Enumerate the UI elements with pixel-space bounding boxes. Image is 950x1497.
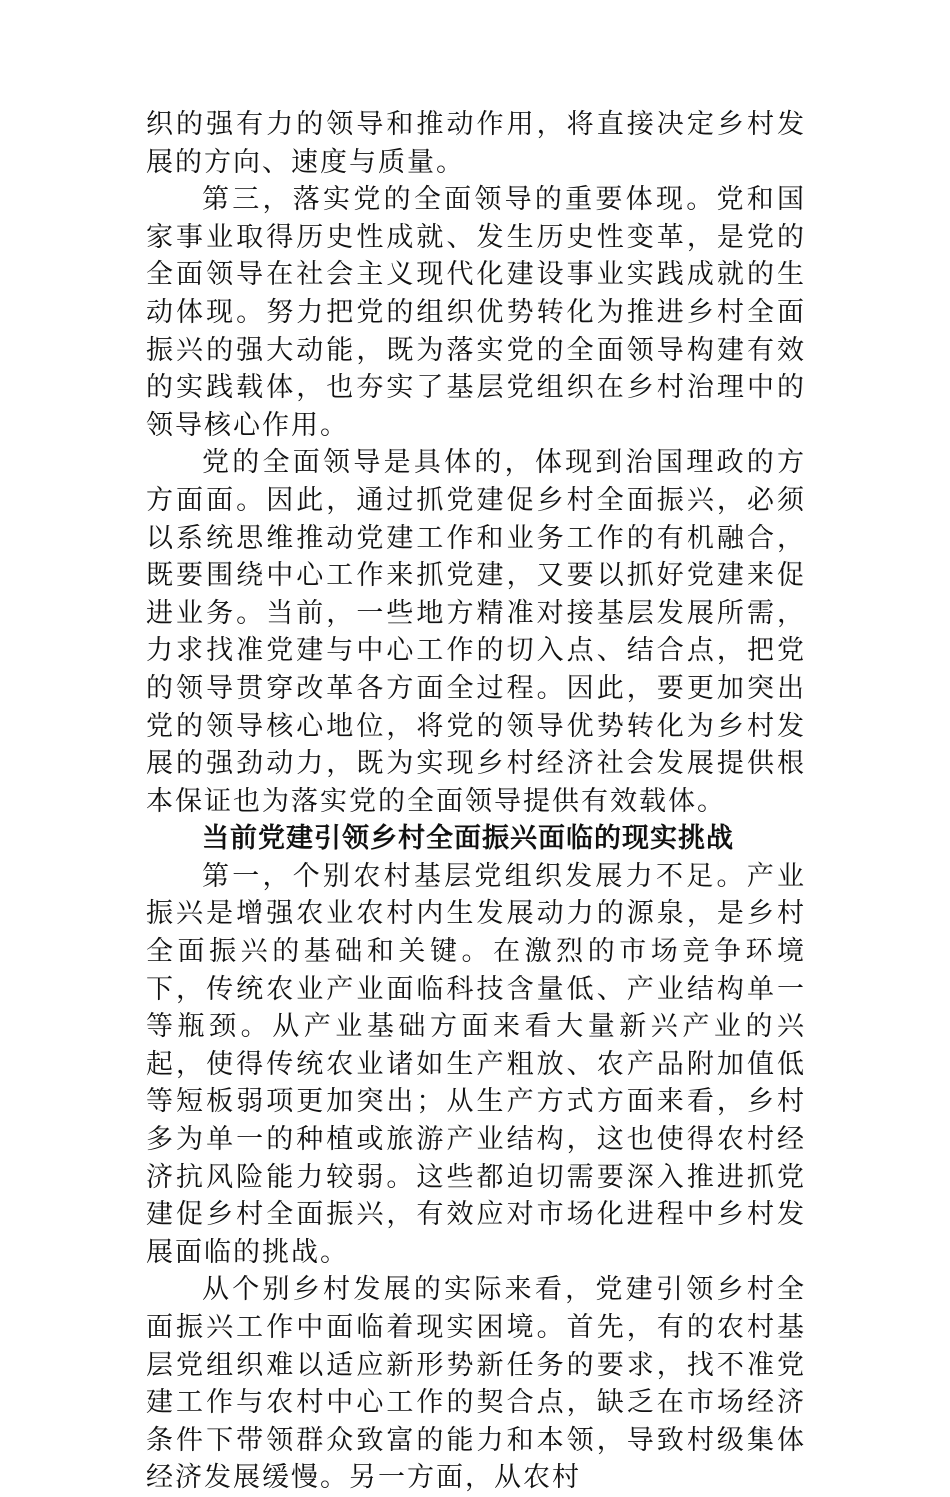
body-text bbox=[146, 106, 806, 1497]
paragraph-practical-difficulties: 从个别乡村发展的实际来看，党建引领乡村全面振兴工作中面临着现实困境。首先，有的农村基层党组织难以适应新形势新任务的要求，找不准党建工作与农村中心工作的契合点，缺乏在市场经济条件下带领群众致富的能力和本领，导致村级集体经济发展缓慢。另一方面，从农村 bbox=[146, 1274, 806, 1494]
paragraph-continuation: 织的强有力的领导和推动作用，将直接决定乡村发展的方向、速度与质量。 bbox=[146, 109, 806, 178]
paragraph-third-point: 第三，落实党的全面领导的重要体现。党和国家事业取得历史性成就、发生历史性变革，是党的全面领导在社会主义现代化建设事业实践成就的生动体现。努力把党的组织优势转化为推进乡村全面振兴的强大动能，既为落实党的全面领导构建有效的实践载体，也夯实了基层党组织在乡村治理中的领导核心作用。 bbox=[146, 184, 806, 441]
paragraph-comprehensive-leadership: 党的全面领导是具体的，体现到治国理政的方方面面。因此，通过抓党建促乡村全面振兴，必须以系统思维推动党建工作和业务工作的有机融合，既要围绕中心工作来抓党建，又要以抓好党建来促进业务。当前，一些地方精准对接基层发展所需，力求找准党建与中心工作的切入点、结合点，把党的领导贯穿改革各方面全过程。因此，要更加突出党的领导核心地位，将党的领导优势转化为乡村发展的强劲动力，既为实现乡村经济社会发展提供根本保证也为落实党的全面领导提供有效载体。 bbox=[146, 447, 806, 817]
paragraph-first-challenge: 第一，个别农村基层党组织发展力不足。产业振兴是增强农业农村内生发展动力的源泉，是乡村全面振兴的基础和关键。在激烈的市场竞争环境下，传统农业产业面临科技含量低、产业结构单一等瓶颈。从产业基础方面来看大量新兴产业的兴起，使得传统农业诸如生产粗放、农产品附加值低等短板弱项更加突出；从生产方式方面来看，乡村多为单一的种植或旅游产业结构，这也使得农村经济抗风险能力较弱。这些都迫切需要深入推进抓党建促乡村全面振兴，有效应对市场化进程中乡村发展面临的挑战。 bbox=[146, 860, 806, 1268]
section-heading: 当前党建引领乡村全面振兴面临的现实挑战 bbox=[202, 823, 734, 855]
